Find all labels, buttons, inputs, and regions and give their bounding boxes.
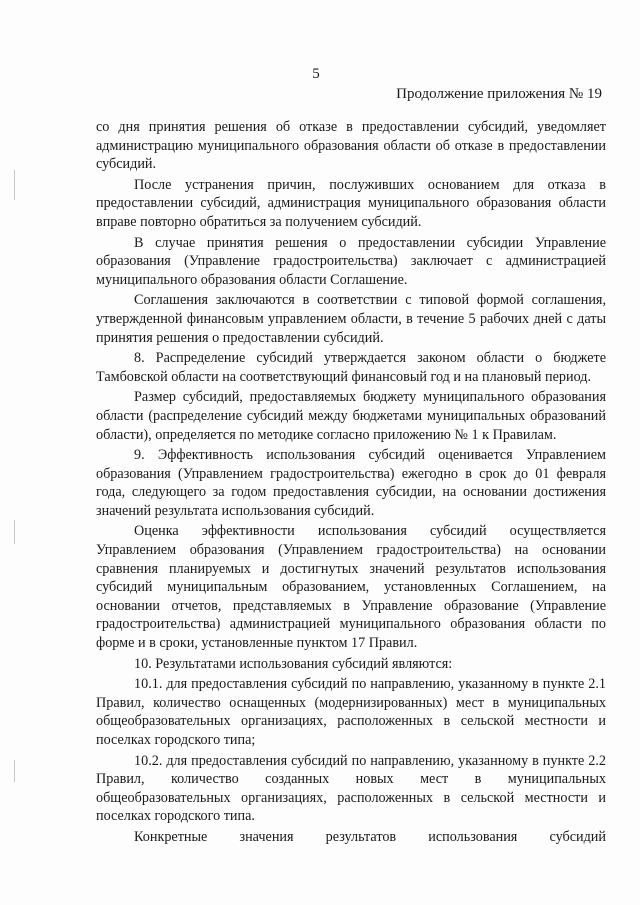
paragraph: Размер субсидий, предоставляемых бюджету муниципального образования области (распределение субсидий между бюджетами муниципальных образований области), определяется по методике согласно приложению № 1 к Правилам.	[96, 389, 606, 443]
page-number: 5	[312, 66, 320, 82]
paragraph: 10. Результатами использования субсидий являются:	[134, 655, 453, 672]
paragraph: со дня принятия решения об отказе в предоставлении субсидий, уведомляет администрацию муниципального образования области об отказе в предоставлении субсидий.	[96, 119, 606, 173]
paragraph: После устранения причин, послуживших основанием для отказа в предоставлении субсидий, администрация муниципального образования области вправе повторно обратиться за получением субсидий.	[96, 176, 606, 230]
paragraph: В случае принятия решения о предоставлении субсидии Управление образования (Управление градостроительства) заключает с администрацией муниципального образования области Соглашение.	[96, 234, 606, 288]
scan-edge-mark	[14, 520, 15, 544]
scan-edge-mark	[14, 170, 15, 200]
paragraph: 8. Распределение субсидий утверждается законом области о бюджете Тамбовской области на соответствующий финансовый год и на плановый период.	[96, 350, 606, 385]
paragraph: Соглашения заключаются в соответствии с типовой формой соглашения, утвержденной финансовым управлением области, в течение 5 рабочих дней с даты принятия решения о предоставлении субсидий.	[96, 292, 606, 346]
paragraph: Оценка эффективности использования субсидий осуществляется Управлением образования (Управлением градостроительства) на основании сравнения планируемых и достигнутых значений результатов использования субсидий муниципальным образованием, установленных Соглашением, на основании отчетов, представляемых в Управление образование (Управление градостроительства) администрацией муниципального образования области по форме и в сроки, установленные пунктом 17 Правил.	[96, 523, 606, 652]
paragraph: 9. Эффективность использования субсидий оценивается Управлением образования (Управлением градостроительства) ежегодно в срок до 01 февраля года, следующего за годом предоставления субсидии, на основании достижения значений результата использования субсидий.	[96, 447, 606, 519]
document-body	[96, 118, 606, 849]
paragraph: 10.1. для предоставления субсидий по направлению, указанному в пункте 2.1 Правил, количество оснащенных (модернизированных) мест в муниципальных общеобразовательных организациях, расположенных в сельской местности и поселках городского типа;	[96, 676, 606, 748]
paragraph: 10.2. для предоставления субсидий по направлению, указанному в пункте 2.2 Правил, количество созданных новых мест в муниципальных общеобразовательных организациях, расположенных в сельской местности и поселках городского типа.	[96, 752, 606, 825]
scan-edge-mark	[14, 760, 15, 782]
appendix-continuation-label: Продолжение приложения № 19	[396, 86, 602, 102]
paragraph: Конкретные значения результатов использования субсидий	[134, 828, 606, 845]
